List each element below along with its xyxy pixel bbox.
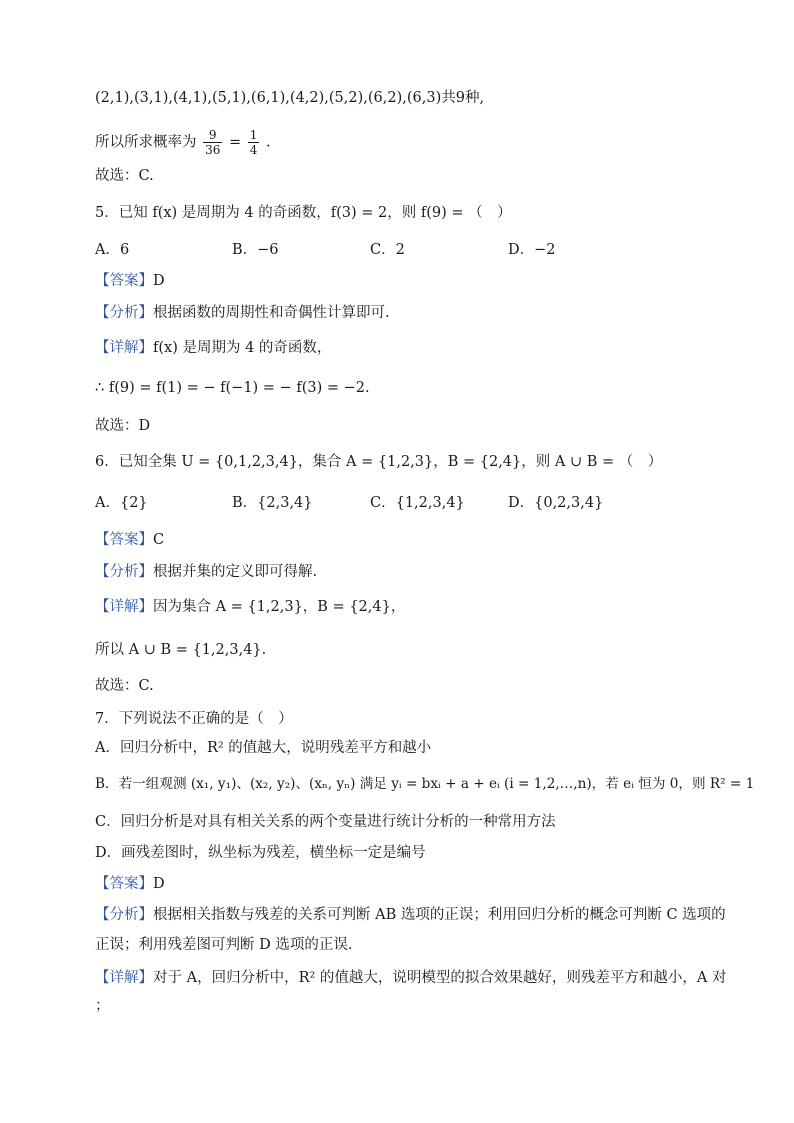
answer-value: D — [153, 876, 165, 892]
q6-option-b: B．{2,3,4} — [232, 495, 313, 511]
detail-tag: 【详解】 — [95, 970, 153, 986]
question-7: 7．下列说法不正确的是（ ） — [95, 711, 293, 727]
detail-text: 因为集合 A = {1,2,3}，B = {2,4}， — [153, 599, 406, 615]
answer-choice-line: 故选：C. — [95, 168, 154, 184]
q5-calculation: ∴ f(9) = f(1) = − f(−1) = − f(3) = −2. — [95, 380, 370, 396]
q6-result: 所以 A ∪ B = {1,2,3,4}. — [95, 642, 267, 658]
q6-option-a: A．{2} — [95, 495, 148, 511]
answer-tag: 【答案】 — [95, 876, 153, 892]
q6-answer — [95, 530, 698, 550]
analysis-text: 根据相关指数与残差的关系可判断 AB 选项的正误；利用回归分析的概念可判断 C 选项的 — [153, 907, 726, 923]
question-6: 6．已知全集 U = {0,1,2,3,4}，集合 A = {1,2,3}，B = {2,4}，则 A ∪ B = （ ） — [95, 454, 663, 470]
analysis-tag: 【分析】 — [95, 305, 153, 321]
text-segment: 所以所求概率为 — [95, 134, 197, 151]
q6-analysis — [95, 562, 698, 582]
answer-tag: 【答案】 — [95, 532, 153, 548]
probability-line — [95, 128, 698, 157]
q7-analysis-line-2: 正误；利用残差图可判断 D 选项的正误. — [95, 937, 353, 953]
q5-option-a: A．6 — [95, 242, 130, 258]
detail-tag: 【详解】 — [95, 340, 153, 356]
answer-value: C — [153, 532, 165, 548]
q6-option-d: D．{0,2,3,4} — [508, 495, 604, 511]
period: . — [266, 134, 271, 151]
question-5: 5．已知 f(x) 是周期为 4 的奇函数，f(3) = 2，则 f(9) = （ ） — [95, 205, 512, 221]
q5-answer — [95, 271, 698, 291]
q5-detail — [95, 338, 698, 358]
detail-text: 对于 A，回归分析中，R² 的值越大，说明模型的拟合效果越好，则残差平方和越小，A 对 — [153, 970, 727, 986]
q5-option-c: C．2 — [370, 242, 405, 258]
q7-option-b: B．若一组观测 (x₁, y₁)、(x₂, y₂)、(xₙ, yₙ) 满足 yᵢ = bxᵢ + a + eᵢ (i = 1,2,…,n)，若 eᵢ 恒为 0，则 R² = 1 — [95, 776, 755, 792]
q6-option-c: C．{1,2,3,4} — [370, 495, 465, 511]
analysis-text: 根据函数的周期性和奇偶性计算即可. — [153, 305, 390, 321]
answer-value: D — [153, 273, 165, 289]
detail-tag: 【详解】 — [95, 599, 153, 615]
analysis-tag: 【分析】 — [95, 564, 153, 580]
equals-sign: = — [229, 134, 242, 151]
q6-detail — [95, 597, 698, 617]
text-line: (2,1),(3,1),(4,1),(5,1),(6,1),(4,2),(5,2),(6,2),(6,3)共9种, — [95, 90, 485, 106]
q7-detail-line-2: ； — [95, 998, 110, 1014]
q5-selection: 故选：D — [95, 418, 151, 434]
q5-option-b: B．−6 — [232, 242, 279, 258]
q5-analysis — [95, 303, 698, 323]
analysis-tag: 【分析】 — [95, 907, 153, 923]
q7-option-a: A．回归分析中，R² 的值越大，说明残差平方和越小 — [95, 740, 432, 756]
q5-option-d: D．−2 — [508, 242, 556, 258]
q7-analysis-line-1 — [95, 905, 726, 925]
q6-selection: 故选：C. — [95, 678, 154, 694]
detail-text: f(x) 是周期为 4 的奇函数， — [153, 340, 332, 356]
fraction: $\frac{1}{4}$ — [249, 128, 258, 157]
answer-tag: 【答案】 — [95, 273, 153, 289]
q7-option-d: D．画残差图时，纵坐标为残差，横坐标一定是编号 — [95, 845, 426, 861]
q7-option-c: C．回归分析是对具有相关关系的两个变量进行统计分析的一种常用方法 — [95, 814, 556, 830]
fraction: $\frac{9}{36}$ — [205, 128, 221, 157]
q7-answer — [95, 874, 698, 894]
q7-detail-line-1 — [95, 968, 727, 988]
analysis-text: 根据并集的定义即可得解. — [153, 564, 318, 580]
